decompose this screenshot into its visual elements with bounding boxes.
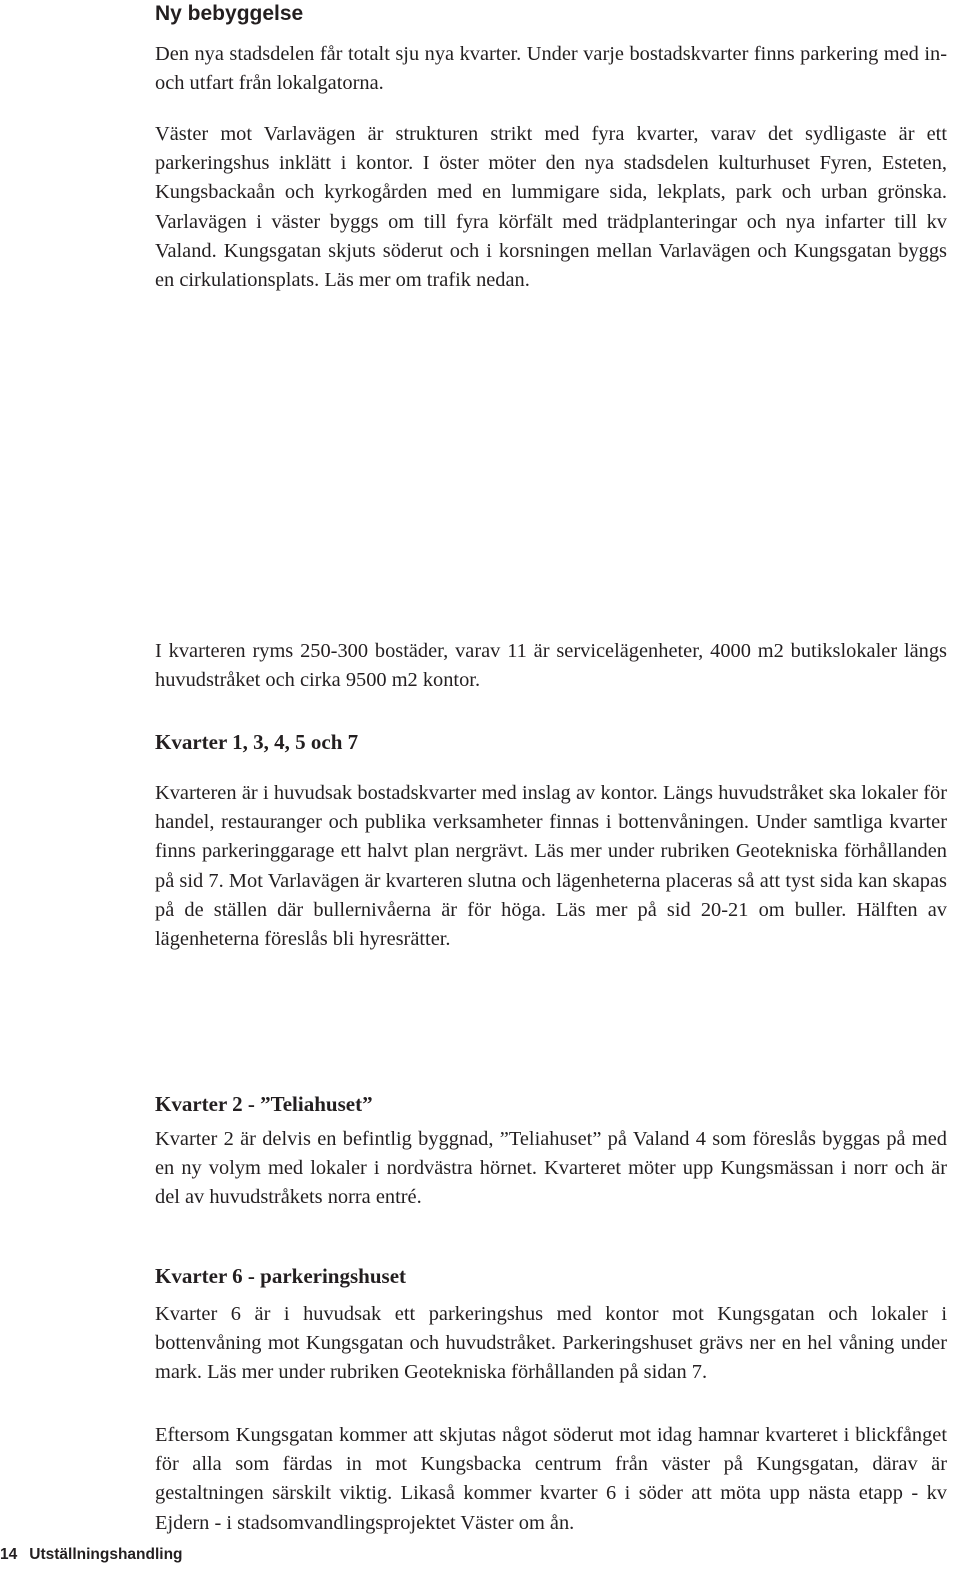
section-heading-kvarter-2: Kvarter 2 - ”Teliahuset”	[155, 1092, 373, 1116]
page-footer	[0, 1545, 183, 1565]
intro-paragraph-1: Den nya stadsdelen får totalt sju nya kvarter. Under varje bostadskvarter finns parkering med in- och utfart från lokalgatorna.	[155, 43, 947, 95]
section-paragraph-kvarter-2: Kvarter 2 är delvis en befintlig byggnad, ”Teliahuset” på Valand 4 som föreslås byggas på med en ny volym med lokaler i nordvästra hörnet. Kvarteret möter upp Kungsmässan i norr och är del av huvudstråkets norra entré.	[155, 1128, 947, 1209]
document-name: Utställningshandling	[29, 1546, 183, 1563]
intro-paragraph-3: I kvarteren ryms 250-300 bostäder, varav 11 är servicelägenheter, 4000 m2 butikslokaler längs huvudstråket och cirka 9500 m2 kontor.	[155, 640, 947, 692]
section-paragraph-kvarter-6-b: Eftersom Kungsgatan kommer att skjutas något söderut mot idag hamnar kvarteret i blickfånget för alla som färdas in mot Kungsbacka centrum från väster på Kungsgatan, därav är gestaltningen särskilt viktig. Likaså kommer kvarter 6 i söder att möta upp nästa etapp - kv Ejdern - i stadsomvandlingsprojektet Väster om ån.	[155, 1424, 947, 1534]
page-heading: Ny bebyggelse	[155, 2, 304, 25]
intro-paragraph-2: Väster mot Varlavägen är strukturen strikt med fyra kvarter, varav det sydligaste är ett parkeringshus inklätt i kontor. I öster möter den nya stadsdelen kulturhuset Fyren, Esteten, Kungsbackaån och kyrkogården med en lummigare sida, lekplats, park och urban grönska. Varlavägen i väster byggs om till fyra körfält med trädplanteringar och nya infarter till kv Valand. Kungsgatan skjuts söderut och i korsningen mellan Varlavägen och Kungsgatan byggs en cirkulationsplats. Läs mer om trafik nedan.	[155, 123, 947, 292]
section-heading-kvarter-1-3-4-5-7: Kvarter 1, 3, 4, 5 och 7	[155, 730, 359, 754]
section-paragraph-kvarter-1-3-4-5-7: Kvarteren är i huvudsak bostadskvarter med inslag av kontor. Längs huvudstråket ska lokaler för handel, restauranger och publika verksamheter finnas i bottenvåningen. Under samtliga kvarter finns parkeringgarage ett halvt plan nergrävt. Läs mer under rubriken Geotekniska förhållanden på sid 7. Mot Varlavägen är kvarteren slutna och lägenheterna placeras så att tyst sida kan skapas på de ställen där bullernivåerna är för höga. Läs mer på sid 20-21 om buller. Hälften av lägenheterna föreslås bli hyresrätter.	[155, 782, 947, 951]
section-paragraph-kvarter-6-a: Kvarter 6 är i huvudsak ett parkeringshus med kontor mot Kungsgatan och lokaler i bottenvåning mot Kungsgatan och huvudstråket. Parkeringshuset grävs ner en hel våning under mark. Läs mer under rubriken Geotekniska förhållanden på sidan 7.	[155, 1303, 947, 1384]
page-number: 14	[0, 1546, 18, 1563]
section-heading-kvarter-6: Kvarter 6 - parkeringshuset	[155, 1264, 407, 1288]
